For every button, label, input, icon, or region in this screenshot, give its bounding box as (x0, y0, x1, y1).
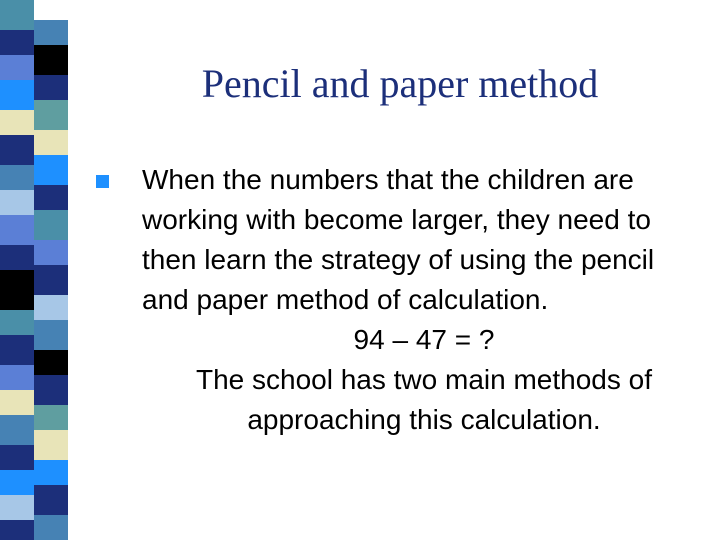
stripe-block (34, 320, 68, 350)
stripe-block (0, 335, 34, 365)
stripe-block (34, 295, 68, 320)
stripe-block (34, 485, 68, 515)
stripe-block (34, 100, 68, 130)
stripe-block (0, 135, 34, 165)
slide-body (96, 160, 706, 440)
stripe-block (34, 0, 68, 20)
slide-title: Pencil and paper method (201, 61, 599, 106)
stripe-block (34, 375, 68, 405)
stripe-block (34, 20, 68, 45)
stripe-block (0, 190, 34, 215)
stripe-block (34, 460, 68, 485)
stripe-block (0, 365, 34, 390)
stripe-block (0, 245, 34, 270)
square-bullet-icon (96, 175, 109, 188)
stripe-block (34, 155, 68, 185)
stripe-block (34, 350, 68, 375)
stripe-block (34, 515, 68, 540)
closing-text-line-1: The school has two main methods of (195, 364, 652, 395)
stripe-block (0, 415, 34, 445)
stripe-block (0, 55, 34, 80)
stripe-block (0, 520, 34, 540)
stripe-block (0, 215, 34, 245)
stripe-block (0, 165, 34, 190)
stripe-block (0, 110, 34, 135)
stripe-block (0, 390, 34, 415)
bullet-text: When the numbers that the children are working with become larger, they need to then learn the strategy of using the pencil and paper method of calculation. (142, 164, 655, 315)
stripe-block (0, 0, 34, 30)
stripe-block (0, 80, 34, 110)
equation-text: 94 – 47 = ? (353, 324, 495, 355)
stripe-block (34, 185, 68, 210)
stripe-block (0, 470, 34, 495)
stripe-block (34, 240, 68, 265)
stripe-block (34, 130, 68, 155)
stripe-block (34, 405, 68, 430)
stripe-block (0, 30, 34, 55)
closing-text-line-2: approaching this calculation. (247, 404, 601, 435)
stripe-block (0, 445, 34, 470)
stripe-block (34, 75, 68, 100)
stripe-block (0, 270, 34, 310)
stripe-block (34, 210, 68, 240)
stripe-block (34, 45, 68, 75)
stripe-block (34, 265, 68, 295)
stripe-block (34, 430, 68, 460)
bullet-item (96, 160, 706, 320)
stripe-block (0, 495, 34, 520)
decorative-stripe (0, 0, 68, 540)
stripe-block (0, 310, 34, 335)
